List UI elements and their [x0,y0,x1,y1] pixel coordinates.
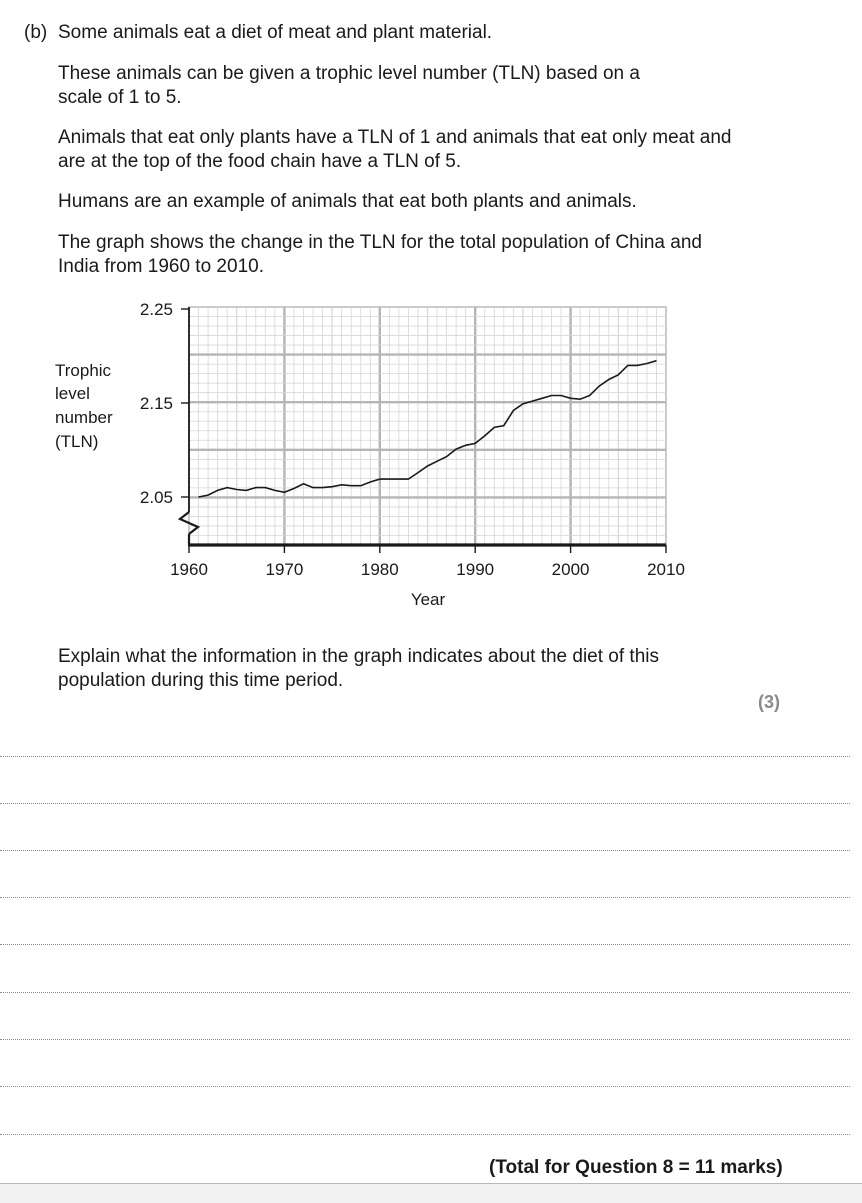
x-axis-title: Year [410,590,446,609]
x-tick-label: 2000 [551,560,590,579]
page-footer-bar [0,1183,862,1203]
x-tick-label: 2010 [647,560,685,579]
y-axis-title-line1: Trophic [55,361,112,380]
answer-line[interactable] [0,1134,850,1135]
paragraph-tln-line1: These animals can be given a trophic level number (TLN) based on a [58,63,640,84]
answer-line[interactable] [0,897,850,898]
answer-line[interactable] [0,803,850,804]
marks-label: (3) [758,692,780,712]
y-tick-label: 2.25 [139,300,173,319]
paragraph-levels-line1: Animals that eat only plants have a TLN of 1 and animals that eat only meat and [58,127,732,148]
answer-line[interactable] [0,944,850,945]
answer-line[interactable] [0,850,850,851]
paragraph-tln-line2: scale of 1 to 5. [58,87,182,108]
answer-line[interactable] [0,992,850,993]
answer-line[interactable] [0,1086,850,1087]
paragraph-humans: Humans are an example of animals that eat both plants and animals. [58,191,637,212]
part-label: (b) [24,22,48,43]
paragraph-graph-line1: The graph shows the change in the TLN for the total population of China and [58,232,702,253]
x-tick-label: 1990 [456,560,495,579]
answer-line[interactable] [0,1039,850,1040]
question-total: (Total for Question 8 = 11 marks) [489,1157,783,1178]
y-axis-title-line4: (TLN) [55,432,99,451]
y-tick-label: 2.05 [139,488,173,507]
y-axis-title-line3: number [55,408,113,427]
question-intro: Some animals eat a diet of meat and plant material. [58,22,493,43]
x-tick-label: 1970 [265,560,304,579]
paragraph-graph-line2: India from 1960 to 2010. [58,256,264,277]
y-tick-label: 2.15 [139,394,173,413]
x-tick-label: 1960 [170,560,208,579]
paragraph-levels-line2: are at the top of the food chain have a TLN of 5. [58,151,462,172]
answer-prompt-line1: Explain what the information in the graph indicates about the diet of this [58,646,659,667]
y-axis-title-line2: level [55,384,90,403]
x-tick-label: 1980 [360,560,399,579]
answer-line[interactable] [0,756,850,757]
answer-prompt-line2: population during this time period. [58,670,344,691]
